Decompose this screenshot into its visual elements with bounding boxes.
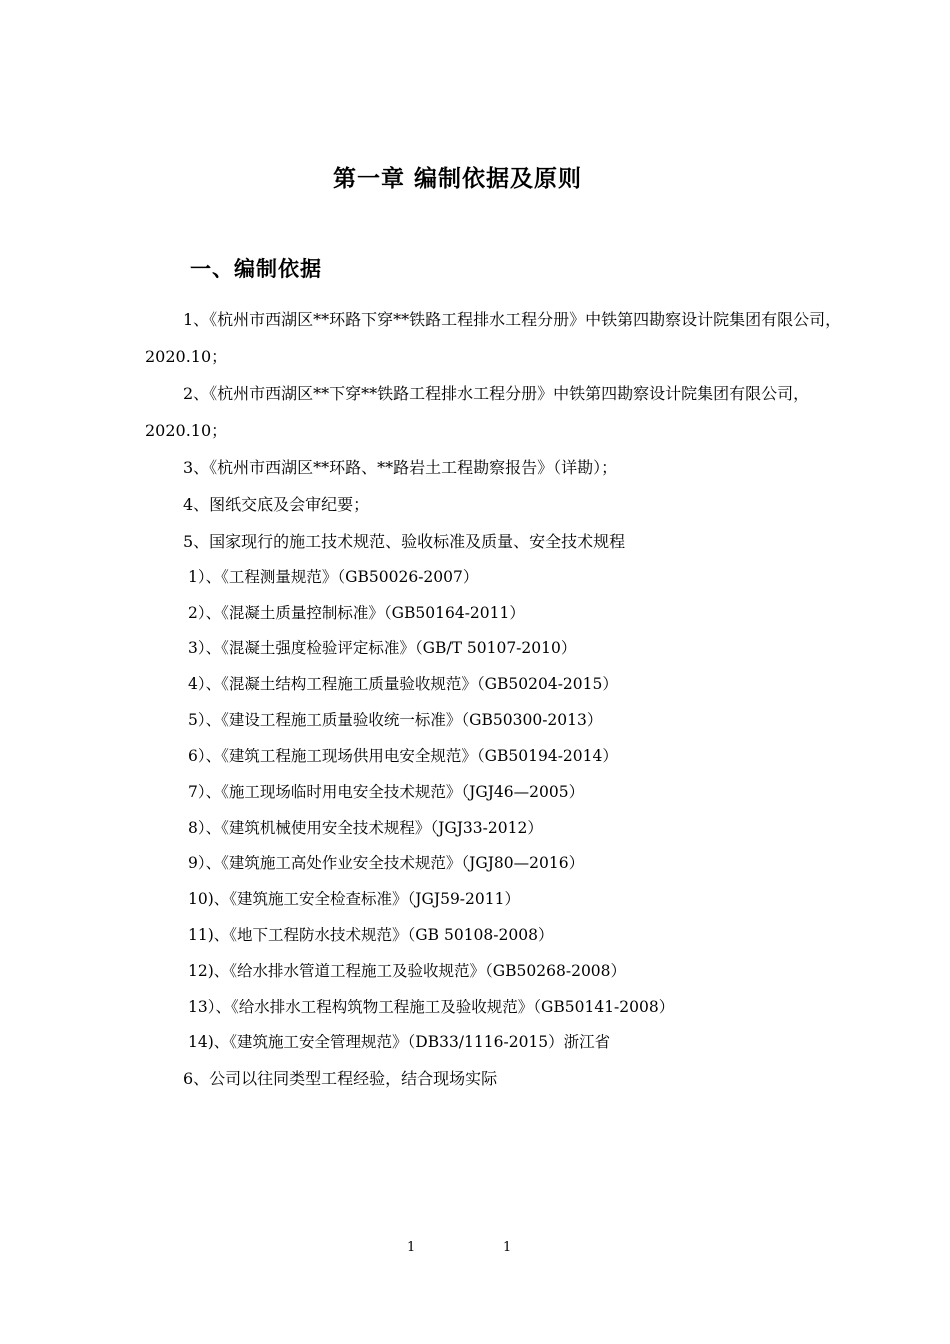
standard-item: 9）、《建筑施工高处作业安全技术规范》（JGJ80—2016） (188, 854, 585, 872)
standard-item: 11)、《地下工程防水技术规范》（GB 50108-2008） (188, 926, 554, 944)
basis-item-6: 6、公司以往同类型工程经验，结合现场实际 (183, 1069, 498, 1088)
standard-item: 1）、《工程测量规范》（GB50026-2007） (188, 568, 479, 586)
standard-item: 5）、《建设工程施工质量验收统一标准》（GB50300-2013） (188, 711, 603, 729)
page-number-right: 1 (503, 1240, 512, 1255)
standard-item: 2）、《混凝土质量控制标准》（GB50164-2011） (188, 604, 525, 622)
standard-item: 10)、《建筑施工安全检查标准》（JGJ59-2011） (188, 890, 520, 908)
standard-item: 6）、《建筑工程施工现场供用电安全规范》（GB50194-2014） (188, 747, 618, 765)
basis-item-3: 3、《杭州市西湖区**环路、**路岩土工程勘察报告》（详勘）； (183, 458, 618, 477)
standard-item: 8）、《建筑机械使用安全技术规程》（JGJ33-2012） (188, 819, 543, 837)
standard-item: 7）、《施工现场临时用电安全技术规范》（JGJ46—2005） (188, 783, 585, 801)
standard-item: 3）、《混凝土强度检验评定标准》（GB/T 50107-2010） (188, 639, 577, 657)
section-title: 一、编制依据 (190, 257, 322, 281)
chapter-title: 第一章 编制依据及原则 (332, 166, 582, 192)
basis-item-2: 2、《杭州市西湖区**下穿**铁路工程排水工程分册》中铁第四勘察设计院集团有限公司，2020.10； (145, 384, 810, 440)
standard-item: 12)、《给水排水管道工程施工及验收规范》（GB50268-2008） (188, 962, 627, 980)
standard-item: 13）、《给水排水工程构筑物工程施工及验收规范》（GB50141-2008） (188, 998, 675, 1016)
basis-item-5: 5、国家现行的施工技术规范、验收标准及质量、安全技术规程 (183, 532, 626, 551)
basis-item-4: 4、图纸交底及会审纪要； (183, 495, 370, 514)
standard-item: 4）、《混凝土结构工程施工质量验收规范》（GB50204-2015） (188, 675, 618, 693)
standard-item: 14)、《建筑施工安全管理规范》（DB33/1116-2015）浙江省 (188, 1033, 611, 1051)
page-number-left: 1 (407, 1240, 416, 1255)
basis-item-1: 1、《杭州市西湖区**环路下穿**铁路工程排水工程分册》中铁第四勘察设计院集团有限公司，2020.10； (145, 310, 842, 366)
